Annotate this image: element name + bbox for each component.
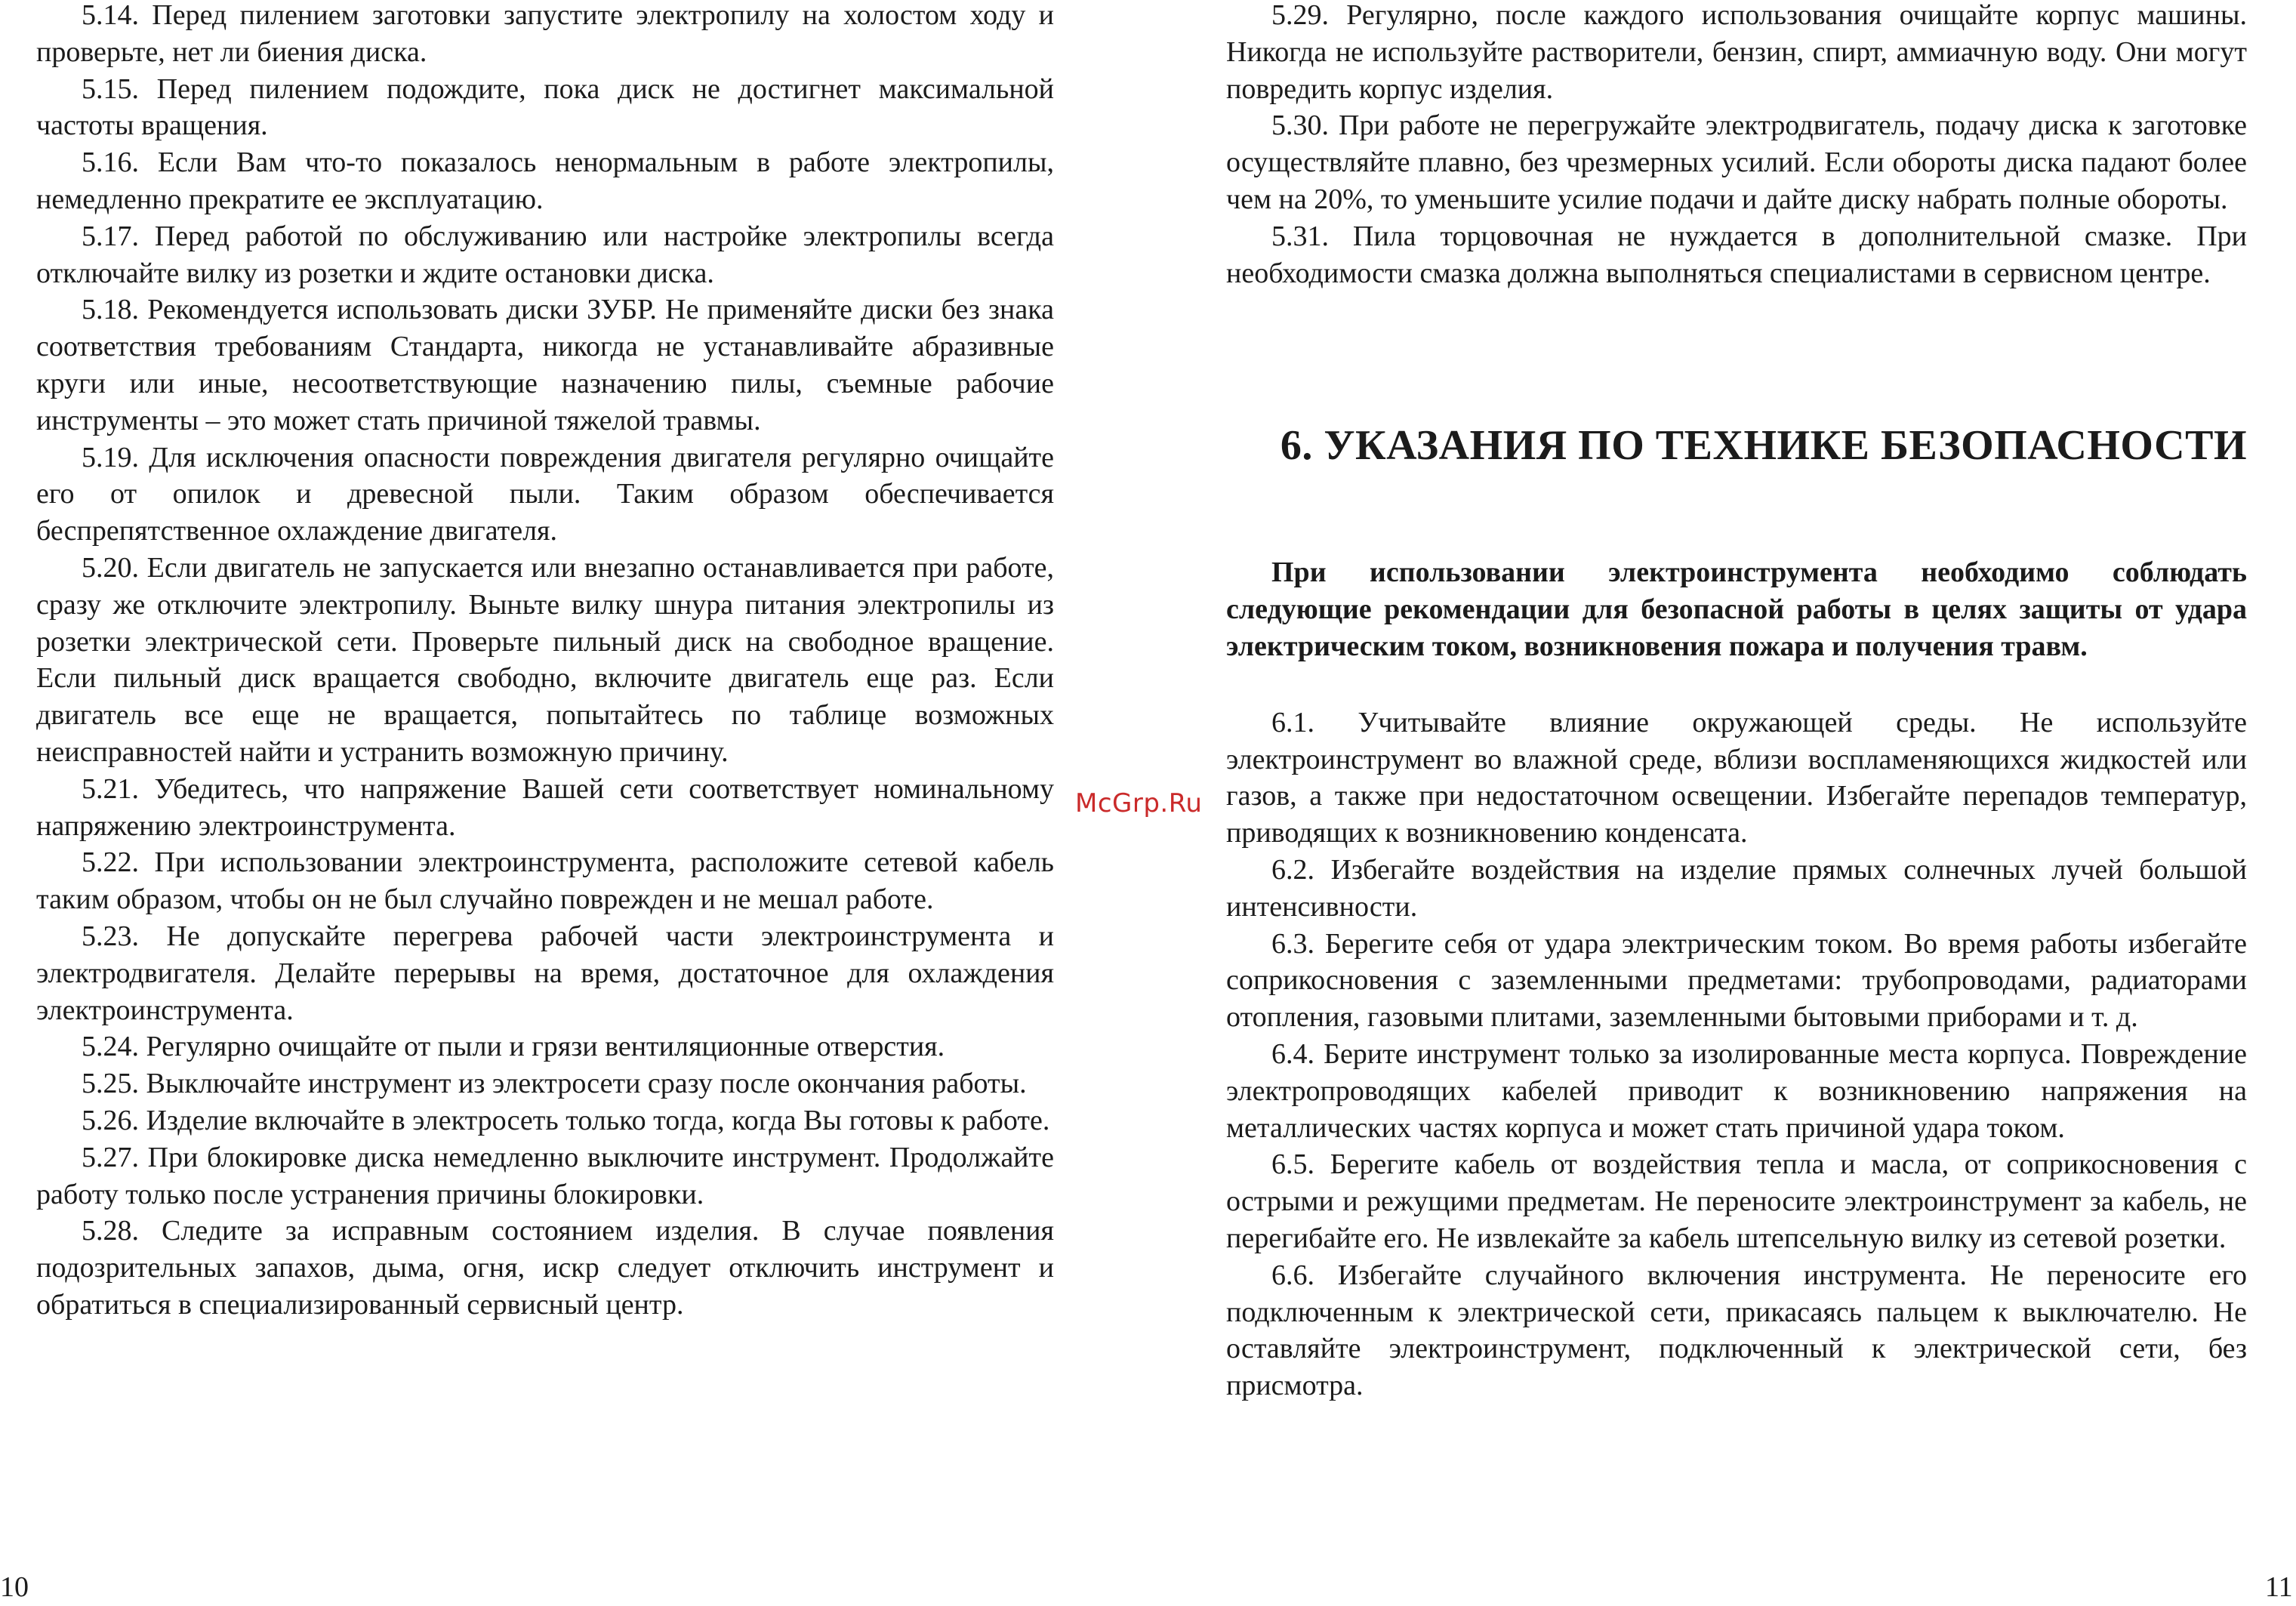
paragraph-5-17: 5.17. Перед работой по обслуживанию или настройке электропилы всегда отключайте вилку из розетки и ждите остановки диска.: [36, 220, 1054, 289]
paragraph-5-15: 5.15. Перед пилением подождите, пока диск не достигнет максимальной частоты вращения.: [36, 72, 1054, 142]
paragraph-6-2: 6.2. Избегайте воздействия на изделие прямых солнечных лучей большой интенсивности.: [1226, 853, 2247, 923]
paragraph-5-27: 5.27. При блокировке диска немедленно выключите инструмент. Продолжайте работу только после устранения причины блокировки.: [36, 1141, 1054, 1210]
paragraph-5-22: 5.22. При использовании электроинструмента, расположите сетевой кабель таким образом, чтобы он не был случайно поврежден и не мешал работе.: [36, 846, 1054, 916]
paragraph-5-18: 5.18. Рекомендуется использовать диски ЗУБР. Не применяйте диски без знака соответствия требованиям Стандарта, никогда не устанавливайте абразивные круги или иные, несоответствующие назначению пилы, съемные рабочие инструменты – это может стать причиной тяжелой травмы.: [36, 294, 1054, 436]
paragraph-5-16: 5.16. Если Вам что-то показалось ненормальным в работе электропилы, немедленно прекратите ее эксплуатацию.: [36, 146, 1054, 215]
paragraph-5-20: 5.20. Если двигатель не запускается или внезапно останавливается при работе, сразу же отключите электропилу. Выньте вилку шнура питания электропилы из розетки электрической сети. Проверьте пильный диск на свободное вращение. Если пильный диск вращается свободно, включите двигатель еще раз. Если двигатель все еще не вращается, попытайтесь по таблице возможных неисправностей найти и устранить возможную причину.: [36, 551, 1054, 768]
paragraph-5-21: 5.21. Убедитесь, что напряжение Вашей сети соответствует номинальному напряжению электроинструмента.: [36, 772, 1054, 842]
right-page-column: [1226, 0, 2247, 1404]
paragraph-6-5: 6.5. Берегите кабель от воздействия тепла и масла, от соприкосновения с острыми и режущими предметам. Не переносите электроинструмент за кабель, не перегибайте его. Не извлекайте за кабель штепсельную вилку из сетевой розетки.: [1226, 1148, 2247, 1254]
safety-intro: При использовании электроинструмента необходимо соблюдать следующие рекомендации для безопасной работы в целях защиты от удара электрическим током, возникновения пожара и получения травм.: [1226, 556, 2247, 662]
watermark: McGrp.Ru: [1075, 788, 1203, 818]
page-number-left: 10: [0, 1571, 29, 1603]
paragraph-5-29: 5.29. Регулярно, после каждого использования очищайте корпус машины. Никогда не используйте растворители, бензин, спирт, аммиачную воду. Они могут повредить корпус изделия.: [1226, 0, 2247, 105]
paragraph-5-25: 5.25. Выключайте инструмент из электросети сразу после окончания работы.: [82, 1068, 1027, 1100]
paragraph-5-24: 5.24. Регулярно очищайте от пыли и грязи вентиляционные отверстия.: [82, 1031, 945, 1063]
section-title: 6. УКАЗАНИЯ ПО ТЕХНИКЕ БЕЗОПАСНОСТИ: [1280, 422, 2247, 470]
paragraph-6-4: 6.4. Берите инструмент только за изолированные места корпуса. Повреждение электропроводящих кабелей приводит к возникновению напряжения на металлических частях корпуса и может стать причиной удара током.: [1226, 1037, 2247, 1144]
paragraph-5-30: 5.30. При работе не перегружайте электродвигатель, подачу диска к заготовке осуществляйте плавно, без чрезмерных усилий. Если обороты диска падают более чем на 20%, то уменьшите усилие подачи и дайте диску набрать полные обороты.: [1226, 109, 2247, 215]
paragraph-5-28: 5.28. Следите за исправным состоянием изделия. В случае появления подозрительных запахов, дыма, огня, искр следует отключить инструмент и обратиться в специализированный сервисный центр.: [36, 1215, 1054, 1321]
paragraph-6-1: 6.1. Учитывайте влияние окружающей среды. Не используйте электроинструмент во влажной среде, вблизи воспламеняющихся жидкостей или газов, а также при недостаточном освещении. Избегайте перепадов температур, приводящих к возникновению конденсата.: [1226, 706, 2247, 849]
paragraph-6-3: 6.3. Берегите себя от удара электрическим током. Во время работы избегайте соприкосновения с заземленными предметами: трубопроводами, радиаторами отопления, газовыми плитами, заземленными бытовыми приборами и т. д.: [1226, 927, 2247, 1034]
paragraph-6-6: 6.6. Избегайте случайного включения инструмента. Не переносите его подключенным к электрической сети, прикасаясь пальцем к выключателю. Не оставляйте электроинструмент, подключенный к электрической сети, без присмотра.: [1226, 1259, 2247, 1402]
paragraph-5-23: 5.23. Не допускайте перегрева рабочей части электроинструмента и электродвигателя. Делайте перерывы на время, достаточное для охлаждения электроинструмента.: [36, 920, 1054, 1026]
paragraph-5-14: 5.14. Перед пилением заготовки запустите электропилу на холостом ходу и проверьте, нет ли биения диска.: [36, 0, 1054, 68]
paragraph-5-19: 5.19. Для исключения опасности повреждения двигателя регулярно очищайте его от опилок и древесной пыли. Таким образом обеспечивается беспрепятственное охлаждение двигателя.: [36, 441, 1054, 547]
page-number-right: 11: [2265, 1571, 2293, 1603]
paragraph-5-26: 5.26. Изделие включайте в электросеть только тогда, когда Вы готовы к работе.: [82, 1104, 1050, 1136]
paragraph-5-31: 5.31. Пила торцовочная не нуждается в дополнительной смазке. При необходимости смазка должна выполняться специалистами в сервисном центре.: [1226, 220, 2247, 289]
left-page-column: [36, 0, 1054, 1324]
